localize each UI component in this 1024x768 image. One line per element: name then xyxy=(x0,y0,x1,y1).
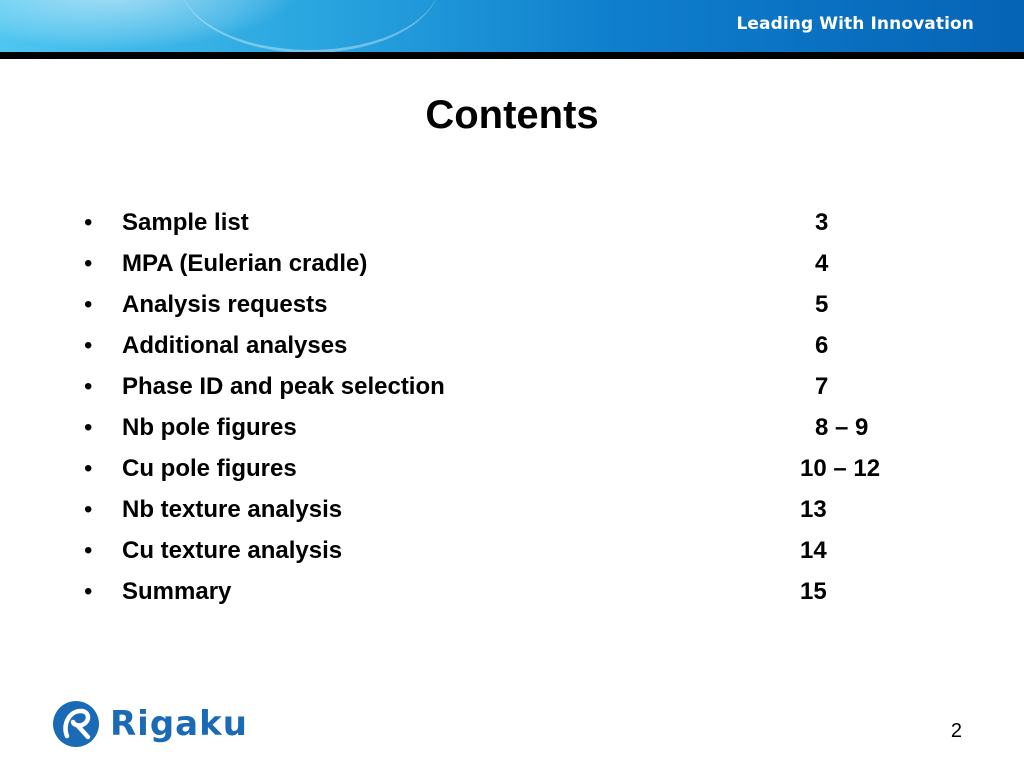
contents-item xyxy=(80,323,940,364)
bullet-icon: • xyxy=(84,209,93,236)
header-arc-decoration xyxy=(180,0,440,52)
contents-item xyxy=(80,569,940,610)
contents-item-page: 5 xyxy=(815,291,829,318)
contents-item-label: Additional analyses xyxy=(122,332,348,359)
contents-item xyxy=(80,405,940,446)
contents-item-label: Sample list xyxy=(122,209,249,236)
contents-item-label: Nb pole figures xyxy=(122,414,297,441)
contents-item-label: Cu texture analysis xyxy=(122,537,343,564)
bullet-icon: • xyxy=(84,414,93,441)
bullet-icon: • xyxy=(84,496,93,523)
contents-list xyxy=(80,200,940,610)
contents-item-label: Nb texture analysis xyxy=(122,496,343,523)
header-tagline: Leading With Innovation xyxy=(736,14,974,34)
bullet-icon: • xyxy=(84,250,93,277)
contents-item-page: 8 – 9 xyxy=(815,414,869,441)
bullet-icon: • xyxy=(84,332,93,359)
contents-item xyxy=(80,528,940,569)
contents-item-label: Cu pole figures xyxy=(122,455,297,482)
contents-item-page: 10 – 12 xyxy=(800,455,881,482)
page-title: Contents xyxy=(425,93,599,137)
contents-item xyxy=(80,282,940,323)
contents-item-page: 14 xyxy=(800,537,827,564)
header-banner xyxy=(0,0,1024,52)
bullet-icon: • xyxy=(84,373,93,400)
contents-item-page: 3 xyxy=(815,209,829,236)
contents-item xyxy=(80,446,940,487)
bullet-icon: • xyxy=(84,537,93,564)
contents-item-label: MPA (Eulerian cradle) xyxy=(122,250,368,277)
rigaku-logo-icon xyxy=(52,700,100,748)
bullet-icon: • xyxy=(84,455,93,482)
header-divider xyxy=(0,52,1024,59)
contents-item-page: 6 xyxy=(815,332,829,359)
contents-item-label: Analysis requests xyxy=(122,291,328,318)
contents-item-label: Summary xyxy=(122,578,232,605)
contents-item-page: 7 xyxy=(815,373,829,400)
contents-item-page: 4 xyxy=(815,250,829,277)
bullet-icon: • xyxy=(84,578,93,605)
contents-item-page: 15 xyxy=(800,578,827,605)
contents-item xyxy=(80,364,940,405)
rigaku-wordmark: Rigaku xyxy=(110,704,248,744)
contents-item-label: Phase ID and peak selection xyxy=(122,373,445,400)
contents-item xyxy=(80,200,940,241)
bullet-icon: • xyxy=(84,291,93,318)
slide-number: 2 xyxy=(950,720,962,742)
rigaku-logo xyxy=(52,700,282,750)
contents-item xyxy=(80,241,940,282)
contents-item-page: 13 xyxy=(800,496,827,523)
contents-item xyxy=(80,487,940,528)
